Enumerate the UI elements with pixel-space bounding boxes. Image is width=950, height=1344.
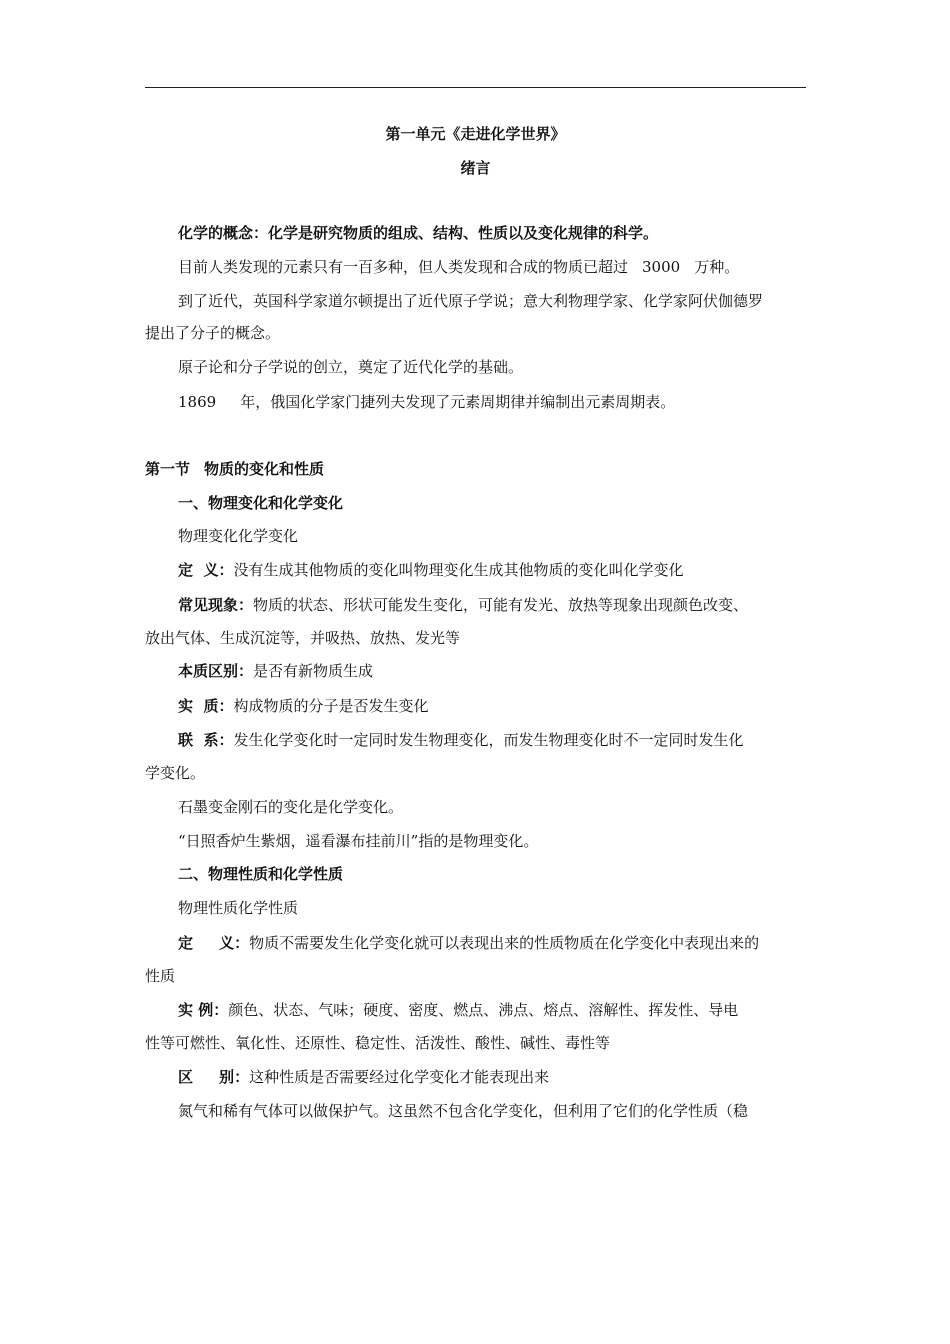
p1-text-a: 目前人类发现的元素只有一百多种，但人类发现和合成的物质已超过 [178,258,629,276]
header-rule [145,87,806,88]
intro-paragraph-1 [178,257,806,277]
property-examples-line-1 [178,1000,806,1020]
property-examples-text-1: 颜色、状态、气味；硬度、密度、燃点、沸点、熔点、溶解性、挥发性、导电 [228,1001,739,1019]
property-difference-text: 这种性质是否需要经过化学变化才能表现出来 [249,1068,550,1086]
section-1-name: 物质的变化和性质 [204,460,325,478]
relation-line-1 [178,730,806,750]
essential-difference-line [178,661,806,681]
essence-label: 实 质： [178,697,234,715]
p4-text: 年，俄国化学家门捷列夫发现了元素周期律并编制出元素周期表。 [240,393,676,411]
definition-label: 定 义： [178,561,234,579]
intro-title: 绪言 [460,159,491,177]
section-1-number: 第一节 [145,460,191,478]
property-examples-label: 实 例： [178,1001,229,1019]
phenomena-line-2: 放出气体、生成沉淀等，并吸热、放热、发光等 [145,629,461,647]
property-definition-text-1: 物质不需要发生化学变化就可以表现出来的性质物质在化学变化中表现出来的 [249,934,760,952]
chemistry-concept: 化学的概念：化学是研究物质的组成、结构、性质以及变化规律的科学。 [178,224,659,242]
protective-gas-line: 氮气和稀有气体可以做保护气。这虽然不包含化学变化，但利用了它们的化学性质（稳 [178,1102,749,1120]
p4-year: 1869 [178,393,217,411]
definition-text: 没有生成其他物质的变化叫物理变化生成其他物质的变化叫化学变化 [233,561,684,579]
essence-text: 构成物质的分子是否发生变化 [233,697,429,715]
relation-text-1: 发生化学变化时一定同时发生物理变化，而发生物理变化时不一定同时发生化 [233,731,744,749]
essence-line [178,696,806,716]
definition-line [178,560,806,580]
property-difference-line [178,1067,806,1087]
phenomena-line-1 [178,595,806,615]
property-definition-line-1 [178,933,806,953]
subsection-2-subline: 物理性质化学性质 [178,899,299,917]
section-1-title [145,459,806,479]
example-graphite: 石墨变金刚石的变化是化学变化。 [178,798,404,816]
subsection-1-heading: 一、物理变化和化学变化 [178,494,344,512]
intro-paragraph-3: 原子论和分子学说的创立，奠定了近代化学的基础。 [178,358,524,376]
intro-paragraph-4 [178,392,806,412]
property-definition-line-2: 性质 [145,967,176,985]
essential-difference-label: 本质区别： [178,662,254,680]
property-difference-label: 区 别： [178,1068,250,1086]
relation-label: 联 系： [178,731,234,749]
phenomena-label: 常见现象： [178,596,254,614]
subsection-2-heading: 二、物理性质和化学性质 [178,865,344,883]
property-examples-line-2: 性等可燃性、氧化性、还原性、稳定性、活泼性、酸性、碱性、毒性等 [145,1034,611,1052]
intro-paragraph-2-line-2: 提出了分子的概念。 [145,324,281,342]
phenomena-text-1: 物质的状态、形状可能发生变化，可能有发光、放热等现象出现颜色改变、 [253,596,749,614]
subsection-1-subline: 物理变化化学变化 [178,527,299,545]
example-poem: “日照香炉生紫烟，遥看瀑布挂前川”指的是物理变化。 [178,832,539,850]
relation-line-2: 学变化。 [145,764,206,782]
unit-title: 第一单元《走进化学世界》 [385,125,566,143]
essential-difference-text: 是否有新物质生成 [253,662,374,680]
p1-number: 3000 [642,258,681,276]
intro-paragraph-2-line-1: 到了近代，英国科学家道尔顿提出了近代原子学说；意大利物理学家、化学家阿伏伽德罗 [178,292,764,310]
p1-text-b: 万种。 [694,258,740,276]
property-definition-label: 定 义： [178,934,250,952]
